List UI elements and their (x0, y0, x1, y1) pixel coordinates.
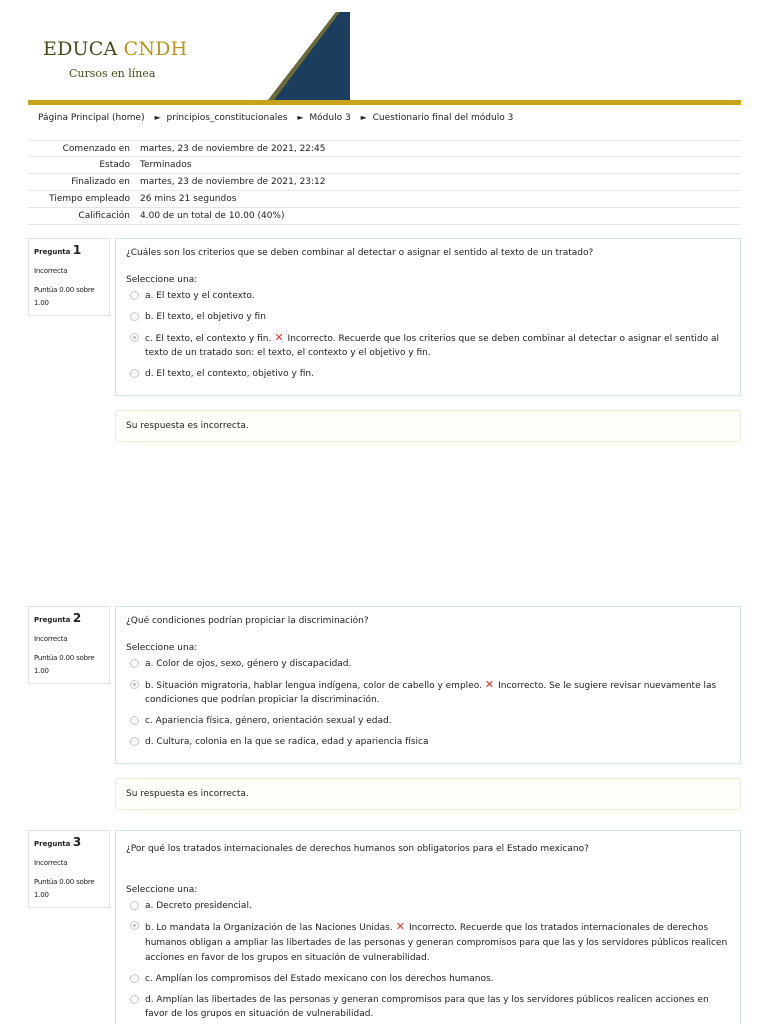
site-logo[interactable] (43, 38, 187, 60)
question-2-result: Su respuesta es incorrecta. (115, 778, 741, 810)
summary-label: Tiempo empleado (49, 194, 130, 204)
breadcrumb (38, 113, 516, 123)
answer-option-d[interactable] (126, 735, 730, 749)
radio-button[interactable] (130, 659, 139, 668)
logo-subtitle: Cursos en línea (69, 67, 156, 80)
breadcrumb-separator-icon: ► (297, 113, 304, 122)
radio-button-selected[interactable] (130, 921, 139, 930)
option-text: c. Amplían los compromisos del Estado mexicano con los derechos humanos. (145, 974, 494, 984)
option-text: c. El texto, el contexto y fin. (145, 334, 272, 344)
radio-button[interactable] (130, 716, 139, 725)
radio-button[interactable] (130, 995, 139, 1004)
option-text: a. El texto y el contexto. (145, 291, 255, 301)
summary-row-state (28, 157, 741, 174)
question-3-content (115, 830, 741, 1024)
radio-button[interactable] (130, 901, 139, 910)
incorrect-icon: ✕ (484, 678, 495, 691)
attempt-summary-table (28, 140, 741, 225)
option-text: d. Cultura, colonia en la que se radica, edad y apariencia física (145, 737, 429, 747)
question-grade: Puntúa 0.00 sobre 1.00 (34, 654, 95, 675)
question-label: Pregunta (34, 248, 71, 256)
option-text: b. El texto, el objetivo y fin (145, 312, 266, 322)
summary-label: Estado (99, 160, 130, 170)
option-text: b. Situación migratoria, hablar lengua indígena, color de cabello y empleo. (145, 681, 482, 691)
option-feedback: Incorrecto. Recuerde que los criterios que se deben combinar al detectar o asignar el sentido al texto de un tratado son: el texto, el contexto y el objetivo y fin. (145, 334, 720, 358)
question-1-result: Su respuesta es incorrecta. (115, 410, 741, 442)
question-text: ¿Por qué los tratados internacionales de derechos humanos son obligatorios para el Estado mexicano? (126, 844, 589, 854)
question-text: ¿Cuáles son los criterios que se deben combinar al detectar o asignar el sentido al texto de un tratado? (126, 248, 594, 258)
question-number-value: 2 (72, 611, 82, 625)
question-number (34, 835, 104, 849)
header-banner-graphic (268, 12, 350, 102)
breadcrumb-separator-icon: ► (154, 113, 161, 122)
question-1-info (28, 238, 110, 316)
answer-option-c[interactable] (126, 972, 730, 986)
question-state: Incorrecta (34, 635, 68, 643)
option-feedback: Incorrecto. Recuerde que los tratados internacionales de derechos humanos obligan a ampliar las libertades de las personas y generan compromisos para que las y los servidores públicos realicen acciones en favor de los grupos en situación de vulnerabilidad. (145, 923, 728, 963)
question-number (34, 243, 104, 257)
answer-option-d[interactable] (126, 367, 730, 381)
option-text: c. Apariencia física, género, orientación sexual y edad. (145, 716, 392, 726)
question-number-value: 1 (72, 243, 82, 257)
incorrect-icon: ✕ (395, 920, 405, 933)
question-2-content (115, 606, 741, 764)
answer-option-a[interactable] (126, 657, 730, 671)
breadcrumb-home[interactable]: Página Principal (home) (38, 113, 145, 123)
answer-option-a[interactable] (126, 899, 730, 913)
summary-row-time-taken (28, 191, 741, 208)
radio-button-selected[interactable] (130, 333, 139, 342)
breadcrumb-quiz[interactable]: Cuestionario final del módulo 3 (372, 113, 514, 123)
answer-option-a[interactable] (126, 289, 730, 303)
answer-option-c[interactable] (126, 331, 730, 360)
option-text: b. Lo mandata la Organización de las Naciones Unidas. (145, 923, 393, 933)
radio-button[interactable] (130, 974, 139, 983)
radio-button[interactable] (130, 737, 139, 746)
breadcrumb-module[interactable]: Módulo 3 (309, 113, 351, 123)
summary-value: martes, 23 de noviembre de 2021, 23:12 (140, 177, 326, 187)
radio-button[interactable] (130, 369, 139, 378)
option-feedback: Incorrecto. Se le sugiere revisar nuevamente las condiciones que podrían propiciar la discriminación. (145, 681, 717, 705)
header-gold-bar (28, 100, 741, 105)
option-text: d. Amplían las libertades de las personas y generan compromisos para que las y los servidores públicos realicen acciones en favor de los grupos en situación de vulnerabilidad. (145, 995, 709, 1019)
option-text: a. Decreto presidencial. (145, 901, 252, 911)
question-state: Incorrecta (34, 267, 68, 275)
summary-label: Finalizado en (71, 177, 130, 187)
summary-label: Calificación (78, 211, 130, 221)
question-1-content (115, 238, 741, 396)
summary-value: 4.00 de un total de 10.00 (40%) (140, 211, 285, 221)
breadcrumb-separator-icon: ► (360, 113, 367, 122)
summary-value: 26 mins 21 segundos (140, 194, 237, 204)
question-3-info (28, 830, 110, 908)
answer-option-b[interactable] (126, 678, 730, 707)
logo-cndh-text: CNDH (123, 38, 188, 60)
question-number (34, 611, 104, 625)
answer-option-c[interactable] (126, 714, 730, 728)
summary-value: Terminados (140, 160, 192, 170)
option-text: a. Color de ojos, sexo, género y discapacidad. (145, 659, 352, 669)
summary-row-finished (28, 174, 741, 191)
radio-button[interactable] (130, 291, 139, 300)
breadcrumb-course[interactable]: principios_constitucionales (166, 113, 288, 123)
summary-row-started (28, 140, 741, 157)
option-text: d. El texto, el contexto, objetivo y fin. (145, 369, 314, 379)
question-grade: Puntúa 0.00 sobre 1.00 (34, 286, 95, 307)
answer-prompt: Seleccione una: (126, 275, 198, 285)
question-grade: Puntúa 0.00 sobre 1.00 (34, 878, 95, 899)
answer-prompt: Seleccione una: (126, 885, 198, 895)
answer-option-d[interactable] (126, 993, 730, 1021)
question-2-info (28, 606, 110, 684)
answer-prompt: Seleccione una: (126, 643, 198, 653)
answer-option-b[interactable] (126, 310, 730, 324)
radio-button-selected[interactable] (130, 680, 139, 689)
question-label: Pregunta (34, 840, 71, 848)
summary-value: martes, 23 de noviembre de 2021, 22:45 (140, 143, 326, 154)
logo-educa-text: EDUCA (43, 38, 118, 60)
question-text: ¿Qué condiciones podrían propiciar la discriminación? (126, 616, 369, 626)
summary-row-grade (28, 208, 741, 225)
question-label: Pregunta (34, 616, 71, 624)
question-number-value: 3 (72, 835, 82, 849)
radio-button[interactable] (130, 312, 139, 321)
question-state: Incorrecta (34, 859, 68, 867)
site-header (0, 0, 768, 105)
incorrect-icon: ✕ (274, 331, 284, 344)
summary-label: Comenzado en (62, 143, 130, 154)
answer-option-b[interactable] (126, 919, 730, 966)
